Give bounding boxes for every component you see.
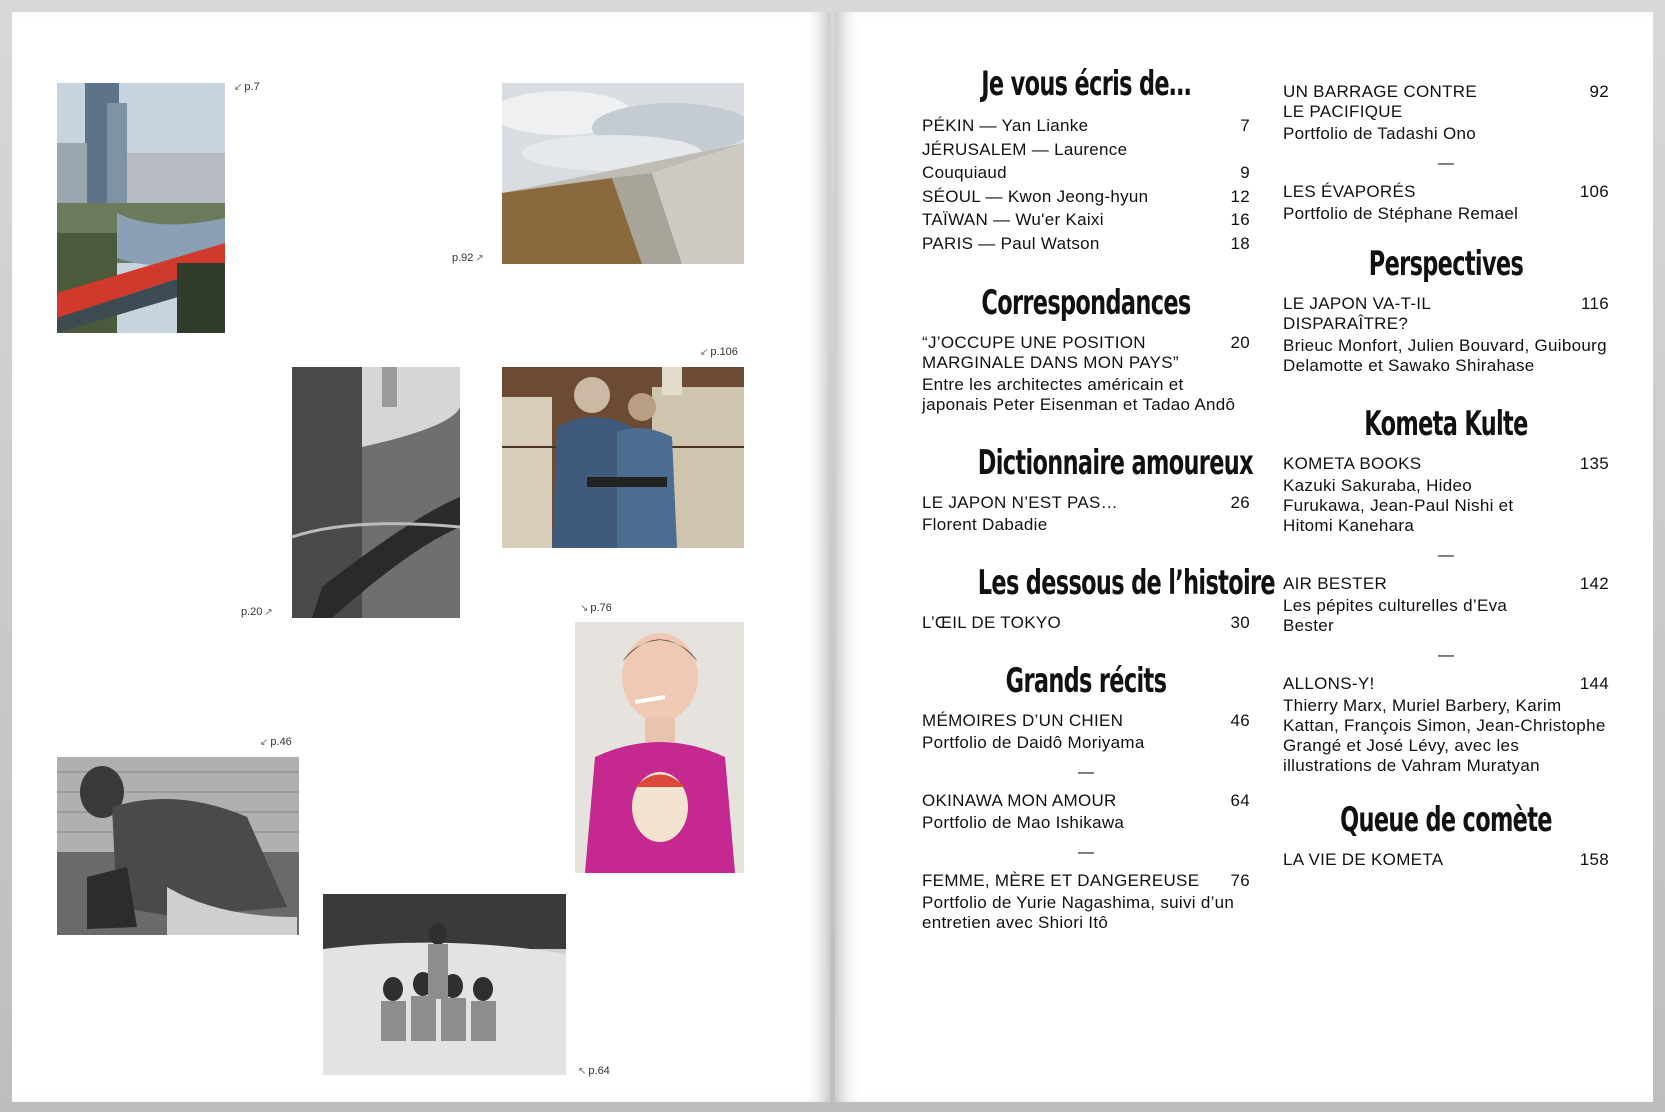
toc-entry: AIR BESTER 142 Les pépites culturelles d’Eva Bester [1283,574,1609,635]
toc-entry: OKINAWA MON AMOUR 64 Portfolio de Mao Ishikawa [922,791,1250,832]
page-ref-92: p.92 ↗ [452,252,484,264]
section-title-queue-de-comete: Queue de comète [1340,800,1552,840]
separator: — [1438,547,1454,564]
section-title-perspectives: Perspectives [1368,244,1524,284]
photo-sea-wall [502,83,744,264]
photo-concrete-architecture [292,367,460,618]
toc-column-left [922,50,1275,933]
section-title-kometa-kulte: Kometa Kulte [1364,404,1528,444]
separator: — [1438,155,1454,172]
section-title-correspondances: Correspondances [981,283,1191,323]
toc-row: SÉOUL — Kwon Jeong-hyun 12 [922,186,1250,206]
toc-entry: KOMETA BOOKS 135 Kazuki Sakuraba, Hideo Furukawa, Jean-Paul Nishi et Hitomi Kanehara [1283,454,1609,535]
photo-beach-group [323,894,566,1075]
toc-entry: MÉMOIRES D’UN CHIEN 46 Portfolio de Daidô Moriyama [922,711,1250,752]
section-title-grands-recits: Grands récits [1005,661,1167,701]
page-ref-20: p.20 ↗ [241,606,273,618]
page-ref-64: ↖ p.64 [578,1065,610,1077]
toc-entry: UN BARRAGE CONTRE LE PACIFIQUE 92 Portfolio de Tadashi Ono [1283,82,1609,143]
toc-entry: LE JAPON N’EST PAS… 26 Florent Dabadie [922,493,1250,534]
section-list-cities [922,114,1250,255]
toc-row: TAÏWAN — Wu'er Kaixi 16 [922,210,1250,229]
toc-row: Couquiaud 9 [922,163,1250,182]
page-ref-7: ↙ p.7 [234,81,260,93]
section-title-je-vous-ecris: Je vous écris de… [981,64,1191,104]
toc-row: PÉKIN — Yan Lianke 7 [922,116,1250,135]
photo-tokyo-train [57,83,225,333]
photo-woman-pink-shirt [575,622,744,873]
toc-column-right [1283,82,1609,870]
toc-row: PARIS — Paul Watson 18 [922,233,1250,253]
page-ref-106: ↙ p.106 [700,346,738,358]
toc-entry: L’ŒIL DE TOKYO 30 [922,613,1250,632]
toc-entry: “J’OCCUPE UNE POSITION MARGINALE DANS MON PAYS” 20 Entre les architectes américain et japonais Peter Eisenman et Tadao Andô [922,333,1250,414]
page-ref-76: ↘ p.76 [580,602,612,614]
toc-row: JÉRUSALEM — Laurence [922,139,1128,159]
photo-crouching-man [57,757,299,935]
toc-entry: FEMME, MÈRE ET DANGEREUSE 76 Portfolio de Yurie Nagashima, suivi d’un entretien avec Shiori Itô [922,871,1250,932]
separator: — [1438,647,1454,664]
page-ref-46: ↙ p.46 [260,736,292,748]
section-title-dessous-histoire: Les dessous de l’histoire [977,563,1275,603]
toc-entry: ALLONS-Y! 144 Thierry Marx, Muriel Barbery, Karim Kattan, François Simon, Jean-Christophe Grangé et José Lévy, avec les illustrations de Vahram Muratyan [1283,674,1609,775]
photo-men-in-kimono [502,367,744,548]
separator: — [1078,844,1094,861]
toc-entry: LES ÉVAPORÉS 106 Portfolio de Stéphane Remael [1283,182,1609,223]
toc-entry: LA VIE DE KOMETA 158 [1283,850,1609,869]
section-title-dictionnaire: Dictionnaire amoureux [977,443,1253,483]
toc-entry: LE JAPON VA-T-IL DISPARAÎTRE? 116 Brieuc Monfort, Julien Bouvard, Guibourg Delamotte et Sawako Shirahase [1283,294,1609,375]
separator: — [1078,764,1094,781]
